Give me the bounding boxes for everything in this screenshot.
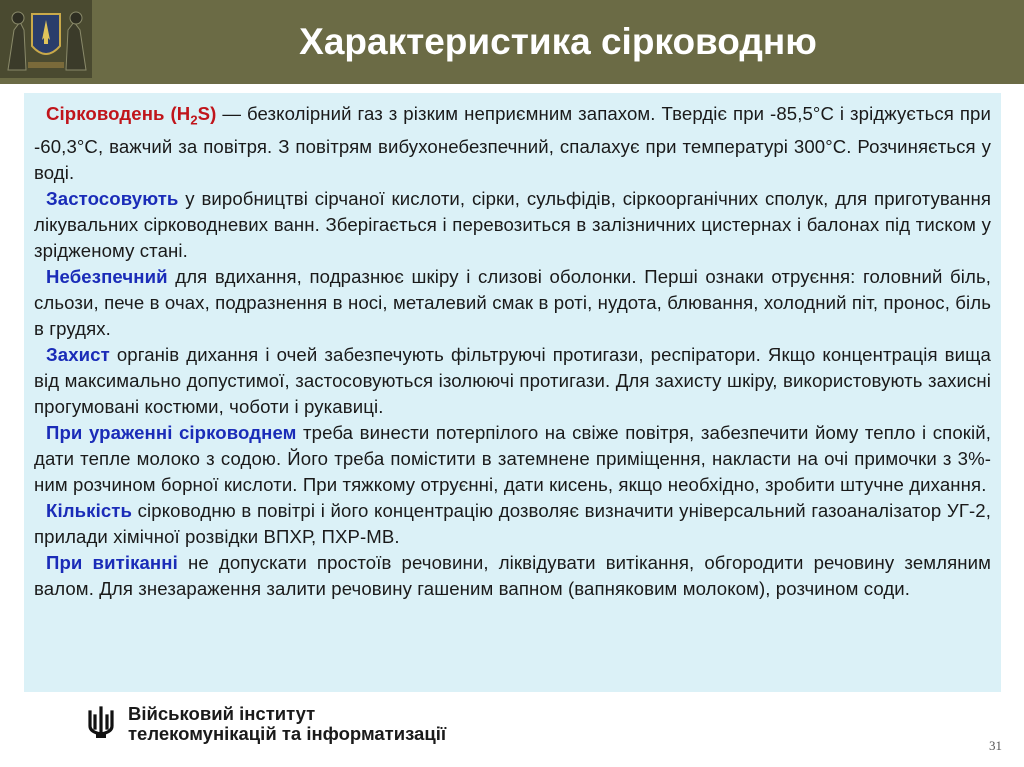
institute-name [128,704,446,744]
paragraph-description [34,101,991,186]
paragraph-text: — безколірний газ з різким неприємним запахом. Твердіє при -85,5°С і зріджується при -60,3°С, важчий за повітря. З повітрям вибухонебезпечний, спалахує при температурі 300°С. Розчиняється у воді. [34,103,991,183]
page-title: Характеристика сірководню [299,21,817,62]
content-panel [24,93,1001,692]
keyword: Кількість [46,499,133,521]
slide-number: 31 [989,738,1002,753]
paragraph-text: у виробництві сірчаної кислоти, сірки, сульфідів, сіркоорганічних сполук, для приготування лікувальних сірководневих ванн. Зберігається і перевозиться в залізничних цистернах і балонах під тиском у зрідженому стані. [34,187,991,261]
paragraph-text: органів дихання і очей забезпечують фільтруючі протигази, респіратори. Якщо концентрація вища від максимально допустимої, застосовуються ізолюючі протигази. Для захисту шкіру, використовують захисні прогумовані костюми, чоботи і рукавиці. [34,343,991,417]
substance-name: Сірководень $(H_2S)$ [46,103,217,128]
paragraph-first-aid [34,420,991,498]
institute-line-1: Військовий інститут [128,703,316,724]
paragraph-text: треба винести потерпілого на свіже повітря, забезпечити йому тепло і спокій, дати тепле молоко з содою. Його треба помістити в затемнене приміщення, накласти на очі примочки з 3%-ним розчином борної кислоти. При тяжкому отруєнні, дати кисень, якщо необхідно, зробити штучне дихання. [34,421,991,495]
keyword: Захист [46,343,110,365]
paragraph-text: сірководню в повітрі і його концентрацію дозволяє визначити універсальний газоаналізатор УГ-2, прилади хімічної розвідки ВПХР, ПХР-МВ. [34,499,991,547]
paragraph-usage [34,186,991,264]
paragraph-danger [34,264,991,342]
military-insignia-icon [0,0,92,78]
paragraph-protection [34,342,991,420]
trident-icon [84,706,118,740]
paragraph-leak [34,550,991,602]
keyword: Небезпечний [46,265,168,287]
paragraph-text: для вдихання, подразнює шкіру і слизові оболонки. Перші ознаки отруєння: головний біль, сльози, пече в очах, подразнення в носі, металевий смак в роті, нудота, блювання, холодний піт, пронос, біль в грудях. [34,265,991,339]
keyword: Застосовують [46,187,179,209]
keyword: При ураженні сірководнем [46,421,297,443]
slide-header [0,0,1024,84]
paragraph-detection [34,498,991,550]
institute-line-2: телекомунікацій та інформатизації [128,723,447,744]
paragraph-text: не допускати простоїв речовини, ліквідувати витікання, обгородити речовину земляним валом. Для знезараження залити речовину гашеним вапном (вапняковим молоком), розчином соди. [34,551,992,599]
keyword: При витіканні [46,551,178,573]
